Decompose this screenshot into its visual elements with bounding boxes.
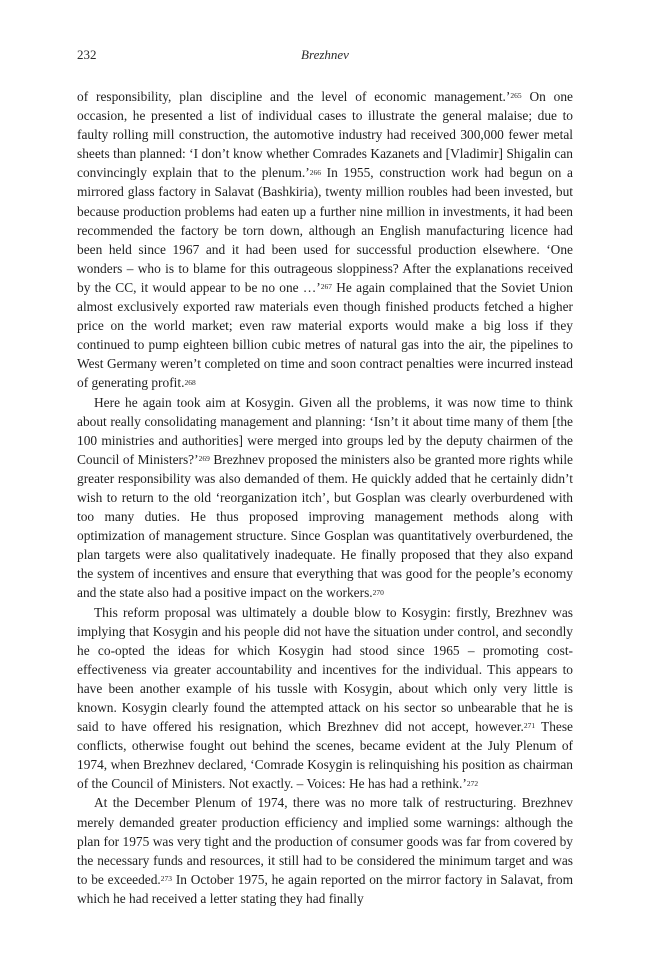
text-run: This reform proposal was ultimately a double blow to Kosygin: firstly, Brezhnev was implying that Kosygin and his people did not have the situation under control, and secondly he co-opted the ideas for which Kosygin had stood since 1965 – promoting cost-effectiveness via greater accountability and incentives for the individual. This appears to have been another example of his tussle with Kosygin, about which only very little is known. Kosygin clearly found the attempted attack on his sector so unbearable that he is said to have offered his resignation, which Brezhnev did not accept, however.: [77, 604, 573, 735]
footnote-reference: 267: [320, 282, 332, 292]
text-run: In October 1975, he again reported on the mirror factory in Salavat, from which he had received a letter stating they had finally: [77, 871, 573, 906]
footnote-reference: 272: [466, 778, 479, 788]
footnote-reference: 269: [198, 454, 210, 464]
paragraph: [77, 603, 573, 794]
footnote-reference: 266: [309, 167, 321, 177]
text-run: He again complained that the Soviet Union almost exclusively exported raw materials even though finished products fetched a higher price on the world market; even raw material exports would make a big loss if they continued to pump eighteen billion cubic metres of natural gas into the air, the pipelines to West Germany weren’t completed on time and soon contract penalties were incurred instead of generating profit.: [77, 279, 574, 391]
text-run: On one occasion, he presented a list of individual cases to illustrate the general malaise; due to faulty rolling mill construction, the automotive industry had received 300,000 fewer metal sheets than planned: ‘I don’t know whether Comrades Kazanets and [Vladimir] Shigalin can convincingly explain that to the plenum.’: [77, 89, 573, 181]
footnote-reference: 271: [523, 721, 536, 731]
running-head: Brezhnev: [301, 47, 349, 62]
text-run: At the December Plenum of 1974, there was no more talk of restructuring. Brezhnev merely demanded greater production efficiency and implied some warnings: although the plan for 1975 was very tight and the production of consumer goods was far from covered by the necessary funds and resources, it still had to be considered the minimum target and was to be exceeded.: [77, 795, 573, 887]
footnote-reference: 268: [184, 377, 196, 387]
paragraph: [77, 793, 573, 908]
paragraph: [77, 87, 573, 393]
footnote-reference: 273: [160, 874, 173, 884]
page-number: 232: [77, 47, 97, 62]
paragraph: [77, 393, 573, 603]
text-run: Brezhnev proposed the ministers also be granted more rights while greater responsibility was also demanded of them. He quickly added that he certainly didn’t wish to return to the old ‘reorganization itch’, but Gosplan was clearly overburdened with too many duties. He thus proposed improving management methods along with optimization of management structure. Since Gosplan was quantitatively overburdened, the plan targets were also qualitatively inadequate. He finally proposed that they also expand the system of incentives and ensure that everything that was good for the people’s economy and the state also had a positive impact on the workers.: [77, 451, 573, 601]
text-run: Here he again took aim at Kosygin. Given all the problems, it was now time to think about really consolidating management and planning: ‘Isn’t it about time many of them [the 100 ministries and authorities] were merged into groups led by the deputy chairmen of the Council of Ministers?’: [77, 394, 573, 467]
footnote-reference: 270: [372, 587, 384, 597]
text-run: In 1955, construction work had begun on a mirrored glass factory in Salavat (Bashkiria), twenty million roubles had been invested, but because production problems had eaten up a further nine million in investments, it had been recommended the factory be torn down, although an English manufacturing licence had been held since 1967 and it had been used for successful production elsewhere. ‘One wonders – who is to blame for this outrageous sloppiness? After the explanations received by the CC, it would appear to be no one …’: [77, 165, 573, 295]
text-run: These conflicts, otherwise fought out behind the scenes, became evident at the July Plenum of 1974, when Brezhnev declared, ‘Comrade Kosygin is relinquishing his position as chairman of the Council of Ministers. Not exactly. – Voices: He has had a rethink.’: [77, 719, 573, 792]
body-text: [77, 87, 573, 908]
footnote-reference: 265: [510, 91, 522, 101]
page-header: [77, 47, 573, 63]
text-run: of responsibility, plan discipline and the level of economic management.’: [77, 89, 511, 104]
